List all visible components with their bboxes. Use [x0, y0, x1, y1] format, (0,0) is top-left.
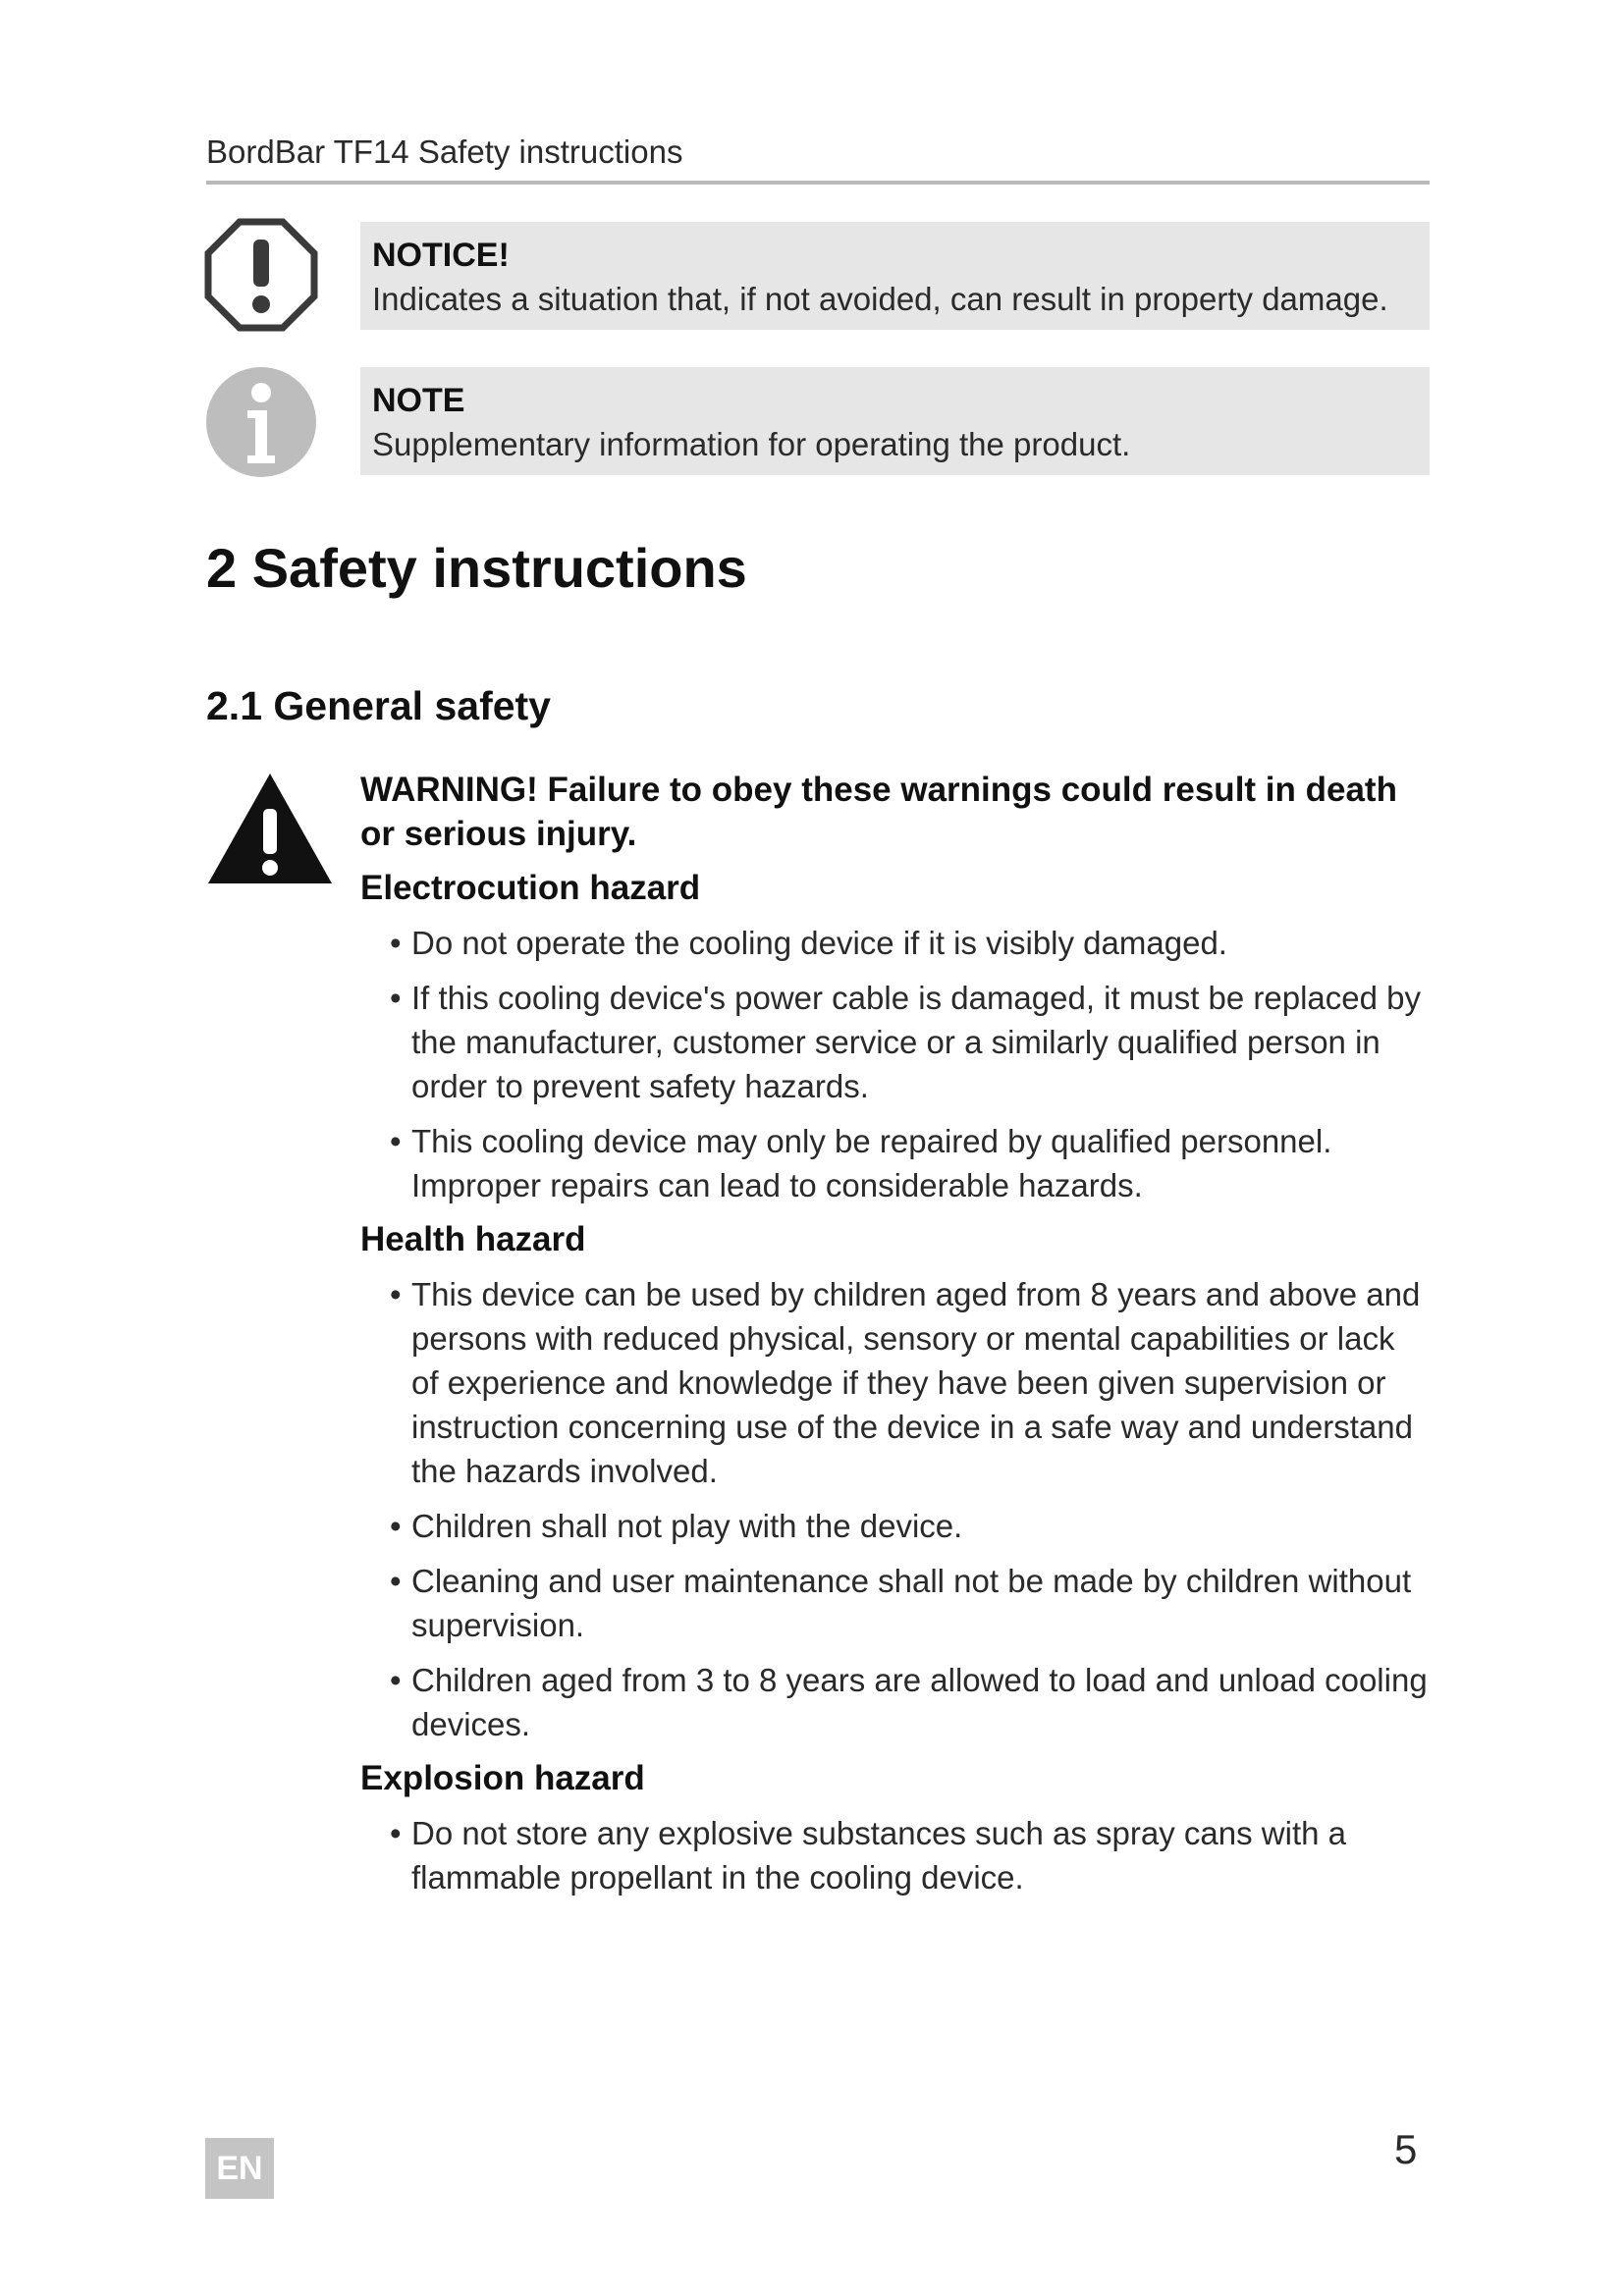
language-badge: EN — [205, 2138, 274, 2199]
list-item: • Do not operate the cooling device if it is visibly damaged. — [360, 921, 1430, 965]
hazard-heading-health: Health hazard — [360, 1220, 586, 1258]
notice-octagon-exclamation-icon — [204, 218, 318, 332]
warning-triangle-icon — [206, 772, 334, 885]
hazard-heading-explosion: Explosion hazard — [360, 1759, 645, 1797]
notice-text: Indicates a situation that, if not avoided, can result in property damage. — [372, 281, 1388, 317]
chapter-title: 2 Safety instructions — [206, 537, 747, 599]
notice-title: NOTICE! — [372, 237, 510, 274]
hazard-list-electrocution — [360, 921, 1430, 1207]
note-title: NOTE — [372, 382, 465, 419]
hazard-list-explosion — [360, 1811, 1430, 1899]
safety-content — [360, 768, 1430, 1899]
page-number: 5 — [1394, 2126, 1418, 2172]
list-item: • Children shall not play with the device. — [360, 1504, 1430, 1548]
section-title: 2.1 General safety — [206, 683, 551, 728]
note-text: Supplementary information for operating the product. — [372, 426, 1131, 462]
list-item: • This cooling device may only be repaired by qualified personnel. Improper repairs can lead to considerable hazards. — [360, 1119, 1430, 1207]
list-item: • Children aged from 3 to 8 years are allowed to load and unload cooling devices. — [360, 1658, 1430, 1746]
header-divider — [206, 181, 1430, 185]
hazard-list-health — [360, 1272, 1430, 1746]
notice-box — [360, 222, 1430, 330]
info-circle-icon — [204, 365, 318, 479]
warning-title: WARNING! Failure to obey these warnings could result in death or serious injury. — [360, 771, 1397, 853]
hazard-heading-electrocution: Electrocution hazard — [360, 869, 701, 907]
running-header: BordBar TF14 Safety instructions — [206, 133, 683, 170]
list-item: • Cleaning and user maintenance shall not be made by children without supervision. — [360, 1559, 1430, 1647]
list-item: • This device can be used by children aged from 8 years and above and persons with reduced physical, sensory or mental capabilities or lack of experience and knowledge if they have been given supervision or instruction concerning use of the device in a safe way and understand the hazards involved. — [360, 1272, 1430, 1493]
list-item: • Do not store any explosive substances such as spray cans with a flammable propellant in the cooling device. — [360, 1811, 1430, 1899]
list-item: • If this cooling device's power cable is damaged, it must be replaced by the manufacturer, customer service or a similarly qualified person in order to prevent safety hazards. — [360, 976, 1430, 1108]
note-box — [360, 367, 1430, 475]
